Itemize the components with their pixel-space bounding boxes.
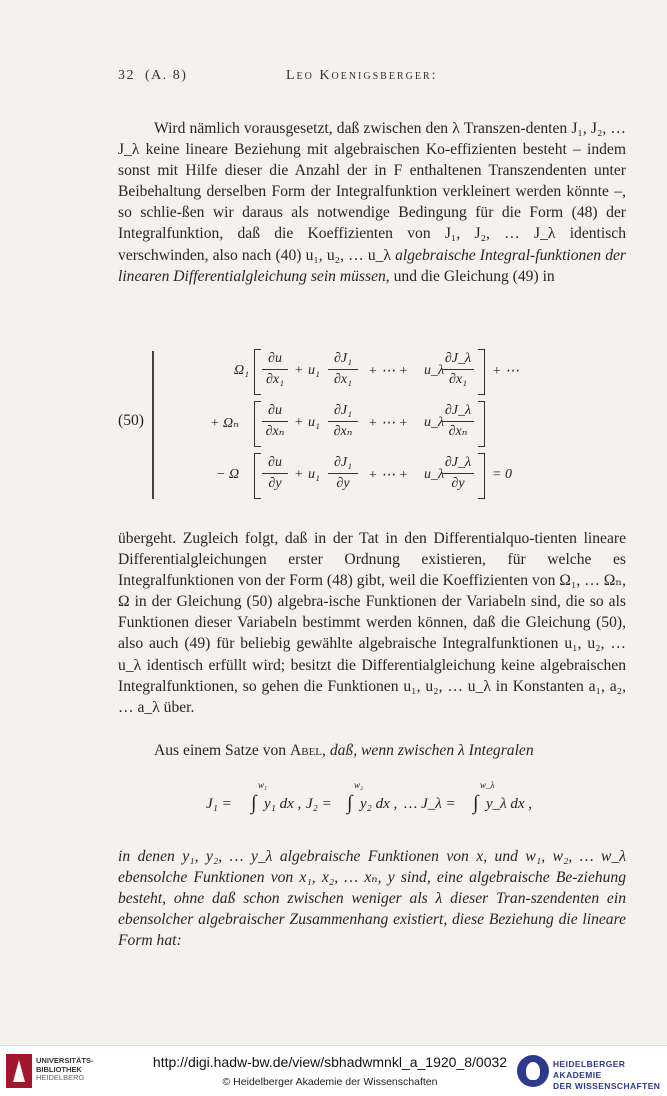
academy-seal-icon[interactable] bbox=[517, 1055, 549, 1087]
integral-equation: w₁ w₂ w_λ J₁ = ∫ y₁ dx , J₂ = ∫ y₂ dx , … J_λ = ∫ y_λ dx , bbox=[206, 780, 533, 814]
copyright-notice: © Heidelberger Akademie der Wissenschaften bbox=[222, 1076, 438, 1088]
paragraph-3: Aus einem Satze von Abel, daß, wenn zwischen λ Integralen bbox=[154, 742, 534, 759]
paragraph-4: in denen y₁, y₂, … y_λ algebraische Funktionen von x, und w₁, w₂, … w_λ ebensolche Funktionen von x₁, x₂, … xₙ, y sind, eine algebraische Be-ziehung besteht, ohne daß schon zwischen weniger als λ dieser Tran-szendenten ein ebensolcher algebraischer Zusammenhang existiert, diese Beziehung die lineare Form hat: bbox=[118, 848, 626, 950]
equation-bar bbox=[152, 351, 154, 499]
viewer-footer bbox=[0, 1045, 667, 1096]
equation-row-1: Ω₁ $\frac{\partial u}{\text{∂x₁}}$ + u₁ $\frac{\text{∂J₁}}{\text{∂x₁}}$ + ⋯ + u_λ $\frac{\partial J\_\lambda}{\text{∂x₁}}$ + ⋯ bbox=[198, 349, 618, 395]
university-library-name[interactable]: UNIVERSITÄTS- BIBLIOTHEK HEIDELBERG bbox=[36, 1056, 94, 1082]
equation-50 bbox=[118, 345, 626, 500]
permalink[interactable]: http://digi.hadw-bw.de/view/sbhadwmnkl_a_1920_8/0032 bbox=[152, 1054, 508, 1070]
university-library-logo-icon[interactable] bbox=[6, 1054, 32, 1088]
page-number: 32 (A. 8) bbox=[118, 68, 188, 83]
paragraph-1: Wird nämlich vorausgesetzt, daß zwischen den λ Transzen-denten J₁, J₂, … J_λ keine lineare Beziehung mit algebraischen Ko-effizienten besteht – indem sonst mit Hilfe dieser die Anzahl der in F enthaltenen Transzendenten unter Beibehaltung derselben Form der Integralfunktion verkleinert werden könnte –, so schlie-ßen wir daraus als notwendige Bedingung für die Form (48) der Integralfunktion, daß die Koeffizienten von J₁, J₂, … J_λ identisch verschwinden, also nach (40) u₁, u₂, … u_λ algebraische Integral-funktionen der linearen Differentialgleichung sein müssen, und die Gleichung (49) in bbox=[118, 120, 626, 285]
running-title: Leo Koenigsberger: bbox=[286, 68, 438, 83]
equation-row-2: + Ωₙ $\frac{\partial u}{\text{∂xₙ}}$ + u₁ $\frac{\text{∂J₁}}{\text{∂xₙ}}$ + ⋯ + u_λ $\frac{\partial J\_\lambda}{\text{∂xₙ}}$ bbox=[198, 401, 618, 447]
equation-number: (50) bbox=[118, 412, 144, 429]
paragraph-2: übergeht. Zugleich folgt, daß in der Tat in den Differentialquo-tienten lineare Differentialgleichungen erster Ordnung existieren, für welche es Integralfunktionen von der Form (48) gibt, weil die Koeffizienten von Ω₁, … Ωₙ, Ω in der Gleichung (50) algebra-ische Funktionen der Variabeln sind, die so als Funktionen dieser Variabeln bestimmt werden können, daß die Gleichung (50), also auch (49) für beliebig gewählte algebraische Integralfunktionen u₁, u₂, … u_λ identisch erfüllt wird; besitzt die Differentialgleichung keine algebraischen Integralfunktionen, so gehen die Funktionen u₁, u₂, … u_λ in Konstanten a₁, a₂, … a_λ über. bbox=[118, 530, 626, 716]
equation-row-3: − Ω $\frac{\partial u}{\partial y}$ + u₁ $\frac{\text{∂J₁}}{\partial y}$ + ⋯ + u_λ $\frac{\partial J\_\lambda}{\partial y}$ = 0 bbox=[198, 453, 618, 499]
academy-name[interactable]: HEIDELBERGER AKADEMIE DER WISSENSCHAFTEN bbox=[553, 1059, 661, 1091]
